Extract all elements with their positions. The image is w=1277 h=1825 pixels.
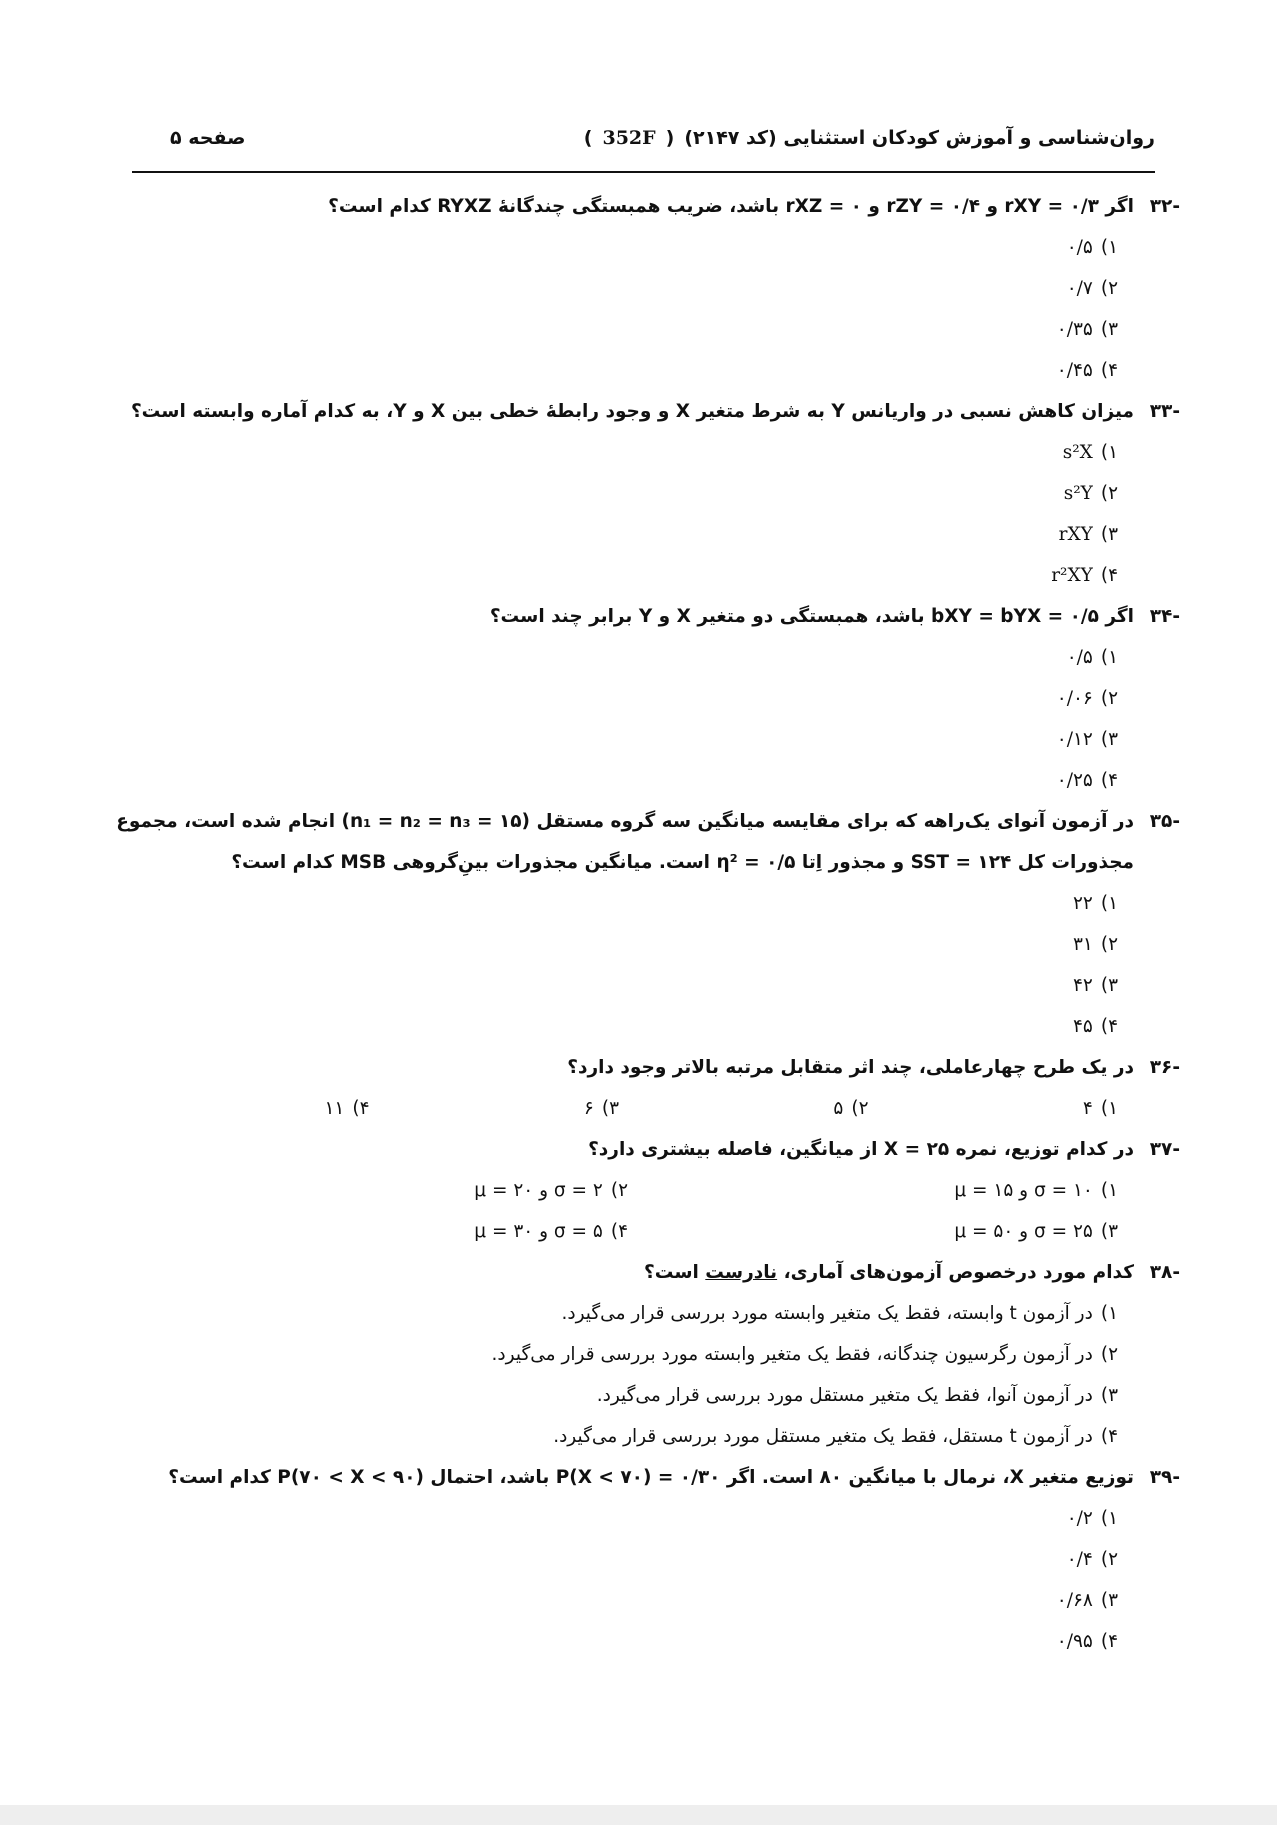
option-number: ۱) xyxy=(1100,1098,1118,1119)
header-divider xyxy=(132,171,1155,173)
option-number: ۱) xyxy=(1100,893,1118,914)
option-value: ۰/۹۵ xyxy=(1056,1631,1093,1652)
page-header xyxy=(170,120,1155,156)
option-value: در آزمون آنوا، فقط یک متغیر مستقل مورد بررسی قرار می‌گیرد. xyxy=(596,1385,1093,1406)
option-4[interactable] xyxy=(138,1211,628,1252)
option-number: ۲) xyxy=(1100,278,1118,299)
code-paren-close: ) xyxy=(583,127,593,149)
option-number: ۱) xyxy=(1100,442,1118,463)
question-number: -۳۴ xyxy=(1149,606,1180,627)
option-value: s²X xyxy=(1062,442,1093,463)
options-row xyxy=(120,1088,1180,1129)
option-1[interactable] xyxy=(120,432,1180,473)
option-number: ۱) xyxy=(1100,1303,1118,1324)
question-text xyxy=(120,1252,1134,1293)
option-1[interactable] xyxy=(120,1498,1180,1539)
option-value: ۲۲ xyxy=(1072,893,1093,914)
option-value: ۰/۷ xyxy=(1066,278,1093,299)
option-number: ۳) xyxy=(1100,975,1118,996)
question-list xyxy=(116,186,1180,1662)
option-number: ۴) xyxy=(1100,770,1118,791)
option-value: ۴۲ xyxy=(1072,975,1093,996)
option-1[interactable] xyxy=(120,637,1180,678)
option-4[interactable] xyxy=(120,1621,1180,1662)
option-3[interactable] xyxy=(628,1211,1118,1252)
option-value: σ = ۲۵ و μ = ۵۰ xyxy=(954,1221,1093,1242)
option-value: ۵ xyxy=(833,1098,844,1119)
option-value: ۰/۶۸ xyxy=(1056,1590,1093,1611)
option-value: r²XY xyxy=(1051,565,1093,586)
option-3[interactable] xyxy=(370,1088,620,1129)
question-36 xyxy=(120,1047,1180,1129)
question-text-emphasis: نادرست xyxy=(705,1262,778,1283)
question-number: -۳۵ xyxy=(1149,811,1180,832)
option-1[interactable] xyxy=(628,1170,1118,1211)
option-number: ۴) xyxy=(1100,1426,1118,1447)
question-text-line-1: در آزمون آنوای یک‌راهه که برای مقایسه میانگین سه گروه مستقل (n₁ = n₂ = n₃ = ۱۵) انجام شده است، مجموع xyxy=(116,811,1134,832)
option-value: در آزمون رگرسیون چندگانه، فقط یک متغیر وابسته مورد بررسی قرار می‌گیرد. xyxy=(491,1344,1093,1365)
option-2[interactable] xyxy=(120,924,1180,965)
option-value: ۰/۲ xyxy=(1066,1508,1093,1529)
option-value: در آزمون t وابسته، فقط یک متغیر وابسته مورد بررسی قرار می‌گیرد. xyxy=(561,1303,1093,1324)
option-number: ۲) xyxy=(610,1180,628,1201)
option-value: σ = ۲ و μ = ۲۰ xyxy=(474,1180,603,1201)
option-value: ۰/۲۵ xyxy=(1056,770,1093,791)
question-39 xyxy=(120,1457,1180,1662)
question-34 xyxy=(120,596,1180,801)
option-number: ۳) xyxy=(1100,1221,1118,1242)
option-number: ۲) xyxy=(851,1098,869,1119)
question-number: -۳۲ xyxy=(1149,196,1180,217)
option-2[interactable] xyxy=(120,268,1180,309)
option-number: ۲) xyxy=(1100,483,1118,504)
option-value: ۱۱ xyxy=(324,1098,345,1119)
option-1[interactable] xyxy=(869,1088,1119,1129)
option-value: ۰/۵ xyxy=(1066,647,1093,668)
question-text: توزیع متغیر X، نرمال با میانگین ۸۰ است. اگر P(X < ۷۰) = ۰/۳۰ باشد، احتمال P(۷۰ < X < ۹۰) کدام است؟ xyxy=(168,1467,1134,1488)
question-35 xyxy=(116,801,1180,1047)
options-row-2 xyxy=(120,1211,1180,1252)
option-value: ۶ xyxy=(583,1098,594,1119)
question-38 xyxy=(120,1252,1180,1457)
option-3[interactable] xyxy=(120,309,1180,350)
option-1[interactable] xyxy=(120,883,1180,924)
option-1[interactable] xyxy=(120,1293,1180,1334)
option-4[interactable] xyxy=(120,1088,370,1129)
option-number: ۴) xyxy=(1100,360,1118,381)
page-number: صفحه ۵ xyxy=(170,127,246,149)
option-number: ۳) xyxy=(1100,524,1118,545)
option-3[interactable] xyxy=(120,1375,1180,1416)
option-value: ۴ xyxy=(1082,1098,1093,1119)
option-number: ۱) xyxy=(1100,647,1118,668)
option-value: ۴۵ xyxy=(1072,1016,1093,1037)
option-2[interactable] xyxy=(120,1539,1180,1580)
option-number: ۱) xyxy=(1100,237,1118,258)
option-3[interactable] xyxy=(120,514,1180,555)
page-footer-band xyxy=(0,1805,1277,1825)
option-value: ۰/۱۲ xyxy=(1056,729,1093,750)
option-value: ۰/۴۵ xyxy=(1056,360,1093,381)
options-row-1 xyxy=(120,1170,1180,1211)
option-value: در آزمون t مستقل، فقط یک متغیر مستقل مورد بررسی قرار می‌گیرد. xyxy=(553,1426,1093,1447)
option-4[interactable] xyxy=(120,1006,1180,1047)
option-value: rXY xyxy=(1058,524,1093,545)
question-number: -۳۷ xyxy=(1149,1139,1180,1160)
option-value: σ = ۵ و μ = ۳۰ xyxy=(474,1221,603,1242)
option-number: ۴) xyxy=(352,1098,370,1119)
exam-title: روان‌شناسی و آموزش کودکان استثنایی (کد ۲۱۴۷) xyxy=(684,127,1155,149)
option-value: ۰/۳۵ xyxy=(1056,319,1093,340)
question-number: -۳۶ xyxy=(1149,1057,1180,1078)
question-text-line-2: مجذورات کل SST = ۱۲۴ و مجذور اِتا η² = ۰/۵ است. میانگین مجذورات بینِ‌گروهی MSB کدام است؟ xyxy=(231,852,1134,873)
option-value: ۰/۵ xyxy=(1066,237,1093,258)
option-2[interactable] xyxy=(120,473,1180,514)
exam-code: 352F xyxy=(602,127,656,149)
option-value: s²Y xyxy=(1063,483,1093,504)
option-number: ۴) xyxy=(1100,1016,1118,1037)
question-number: -۳۳ xyxy=(1149,401,1180,422)
question-37 xyxy=(120,1129,1180,1252)
option-number: ۱) xyxy=(1100,1180,1118,1201)
option-number: ۲) xyxy=(1100,688,1118,709)
question-33 xyxy=(120,391,1180,596)
option-4[interactable] xyxy=(120,555,1180,596)
question-32 xyxy=(120,186,1180,391)
code-paren-open: ( xyxy=(665,127,675,149)
option-number: ۴) xyxy=(1100,1631,1118,1652)
question-text: در کدام توزیع، نمره X = ۲۵ از میانگین، فاصله بیشتری دارد؟ xyxy=(588,1139,1134,1160)
option-4[interactable] xyxy=(120,1416,1180,1457)
option-number: ۱) xyxy=(1100,1508,1118,1529)
option-number: ۴) xyxy=(610,1221,628,1242)
option-3[interactable] xyxy=(120,719,1180,760)
option-2[interactable] xyxy=(138,1170,628,1211)
question-text: اگر bXY = bYX = ۰/۵ باشد، همبستگی دو متغیر X و Y برابر چند است؟ xyxy=(489,606,1134,627)
option-value: ۰/۴ xyxy=(1066,1549,1093,1570)
question-text: اگر rXY = ۰/۳ و rZY = ۰/۴ و rXZ = ۰ باشد، ضریب همبستگی چندگانهٔ RYXZ کدام است؟ xyxy=(328,196,1134,217)
option-number: ۳) xyxy=(601,1098,619,1119)
option-value: σ = ۱۰ و μ = ۱۵ xyxy=(954,1180,1093,1201)
option-number: ۲) xyxy=(1100,1549,1118,1570)
option-3[interactable] xyxy=(120,965,1180,1006)
question-number: -۳۹ xyxy=(1149,1467,1180,1488)
option-4[interactable] xyxy=(120,760,1180,801)
question-text-after: است؟ xyxy=(644,1262,706,1283)
option-number: ۳) xyxy=(1100,1590,1118,1611)
option-number: ۲) xyxy=(1100,934,1118,955)
option-number: ۳) xyxy=(1100,729,1118,750)
option-4[interactable] xyxy=(120,350,1180,391)
option-2[interactable] xyxy=(619,1088,869,1129)
question-number: -۳۸ xyxy=(1149,1262,1180,1283)
option-2[interactable] xyxy=(120,678,1180,719)
option-number: ۳) xyxy=(1100,319,1118,340)
option-2[interactable] xyxy=(120,1334,1180,1375)
question-text: در یک طرح چهارعاملی، چند اثر متقابل مرتبه بالاتر وجود دارد؟ xyxy=(567,1057,1134,1078)
option-number: ۴) xyxy=(1100,565,1118,586)
option-number: ۳) xyxy=(1100,1385,1118,1406)
option-1[interactable] xyxy=(120,227,1180,268)
question-text-before: کدام مورد درخصوص آزمون‌های آماری، xyxy=(777,1262,1134,1283)
option-number: ۲) xyxy=(1100,1344,1118,1365)
option-3[interactable] xyxy=(120,1580,1180,1621)
exam-title-group xyxy=(584,127,1155,149)
option-value: ۳۱ xyxy=(1072,934,1093,955)
question-text: میزان کاهش نسبی در واریانس Y به شرط متغیر X و وجود رابطهٔ خطی بین X و Y، به کدام آماره وابسته است؟ xyxy=(130,401,1134,422)
option-value: ۰/۰۶ xyxy=(1056,688,1093,709)
